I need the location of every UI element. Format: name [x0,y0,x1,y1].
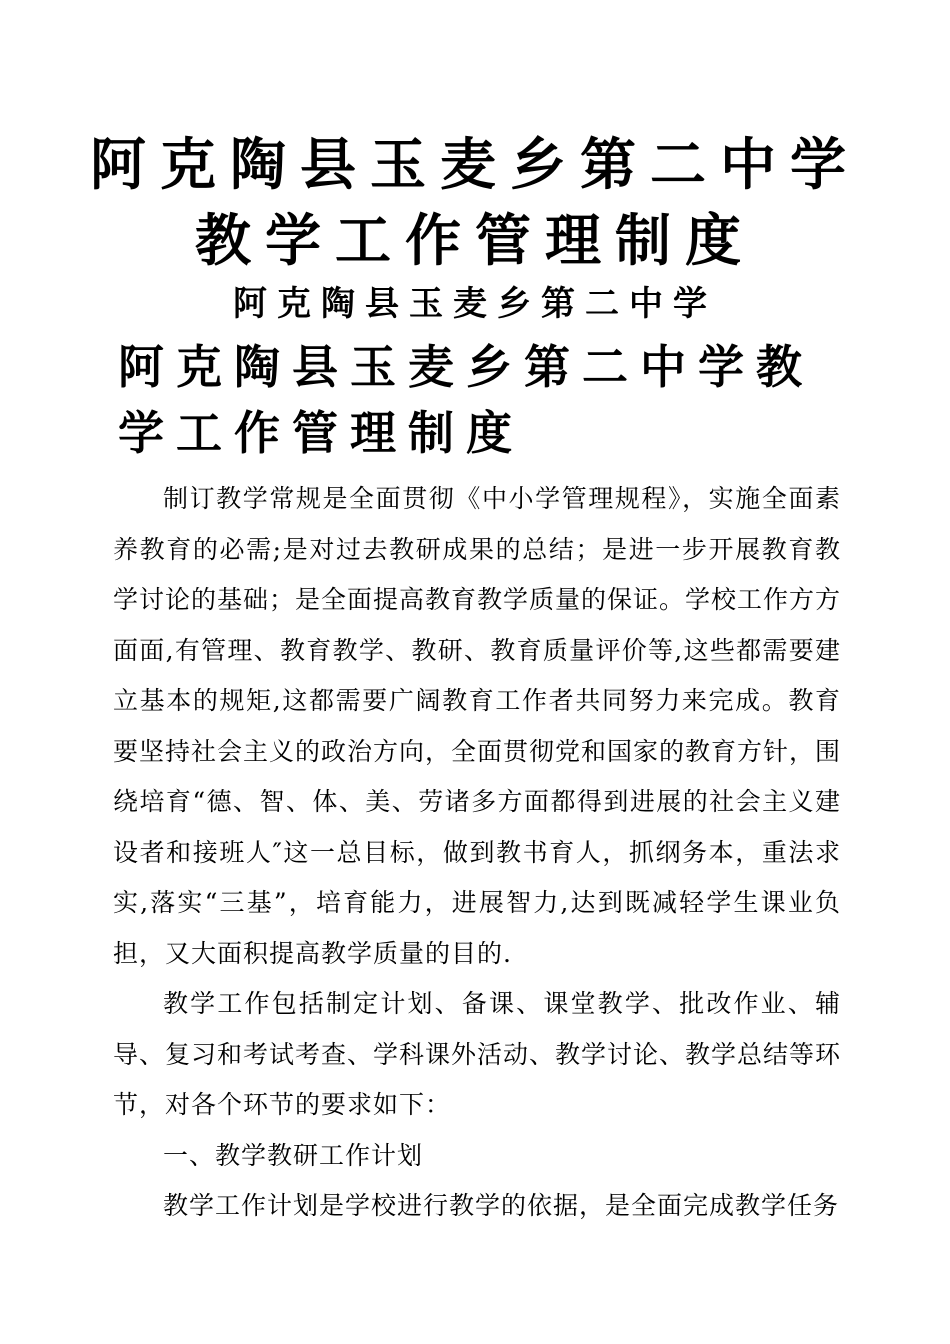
document-subtitle: 阿克陶县玉麦乡第二中学 [233,284,717,324]
document-title-line-2: 教学工作管理制度 [195,209,755,274]
paragraph-teaching-plan: 教学工作计划是学校进行教学的依据，是全面完成教学任务 [163,1191,840,1220]
section-heading: 阿克陶县玉麦乡第二中学教学工作管理制度 [118,340,814,460]
document-body [113,474,841,1232]
paragraph-teaching-links: 教学工作包括制定计划、备课、课堂教学、批改作业、辅导、复习和考试考查、学科课外活动、教学讨论、教学总结等环节，对各个环节的要求如下： [113,989,842,1119]
paragraph-intro: 制订教学常规是全面贯彻《中小学管理规程》，实施全面素养教育的必需;是对过去教研成果的总结；是进一步开展教育教学讨论的基础；是全面提高教育教学质量的保证。学校工作方方面面,有管理、教育教学、教研、教育质量评价等,这些都需要建立基本的规矩,这都需要广阔教育工作者共同努力来完成。教育要坚持社会主义的政治方向，全面贯彻党和国家的教育方针，围绕培育“德、智、体、美、劳诸多方面都得到进展的社会主义建设者和接班人″这一总目标，做到教书育人，抓纲务本，重法求实,落实“三基”，培育能力，进展智力,达到既减轻学生课业负担，又大面积提高教学质量的目的. [113,484,842,968]
document-title-line-1: 阿克陶县玉麦乡第二中学 [90,133,860,198]
section-item-1-heading: 一、教学教研工作计划 [163,1140,424,1170]
